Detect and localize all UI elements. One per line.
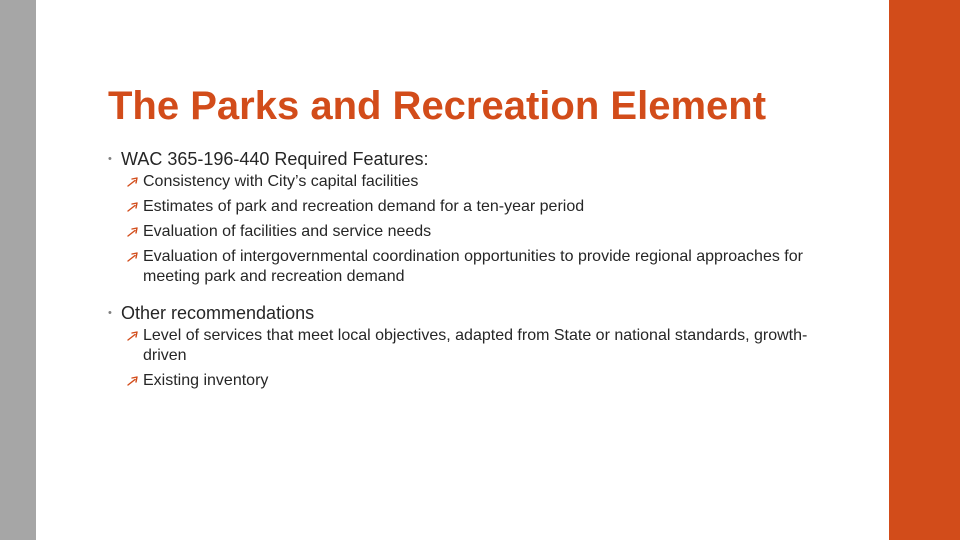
right-accent-bar — [889, 0, 960, 540]
sub-bullet-list — [108, 326, 808, 391]
bullet-dot-icon: • — [108, 153, 112, 165]
sub-bullet-item — [108, 172, 808, 192]
sub-bullet-item — [108, 222, 808, 242]
sub-bullet-text: Evaluation of intergovernmental coordination opportunities to provide regional approaches for meeting park and recreation demand — [143, 248, 803, 285]
sub-bullet-item — [108, 247, 808, 287]
stroked-arrow-icon — [126, 222, 142, 242]
sub-bullet-list — [108, 172, 808, 287]
left-accent-bar — [0, 0, 36, 540]
bullet-section-required-features — [108, 147, 808, 287]
sub-bullet-text: Evaluation of facilities and service needs — [143, 223, 432, 240]
bullet-dot-icon: • — [108, 307, 112, 319]
sub-bullet-text: Estimates of park and recreation demand for a ten-year period — [143, 198, 585, 215]
sub-bullet-text: Consistency with City’s capital facilities — [143, 173, 419, 190]
sub-bullet-text: Existing inventory — [143, 372, 269, 389]
stroked-arrow-icon — [126, 197, 142, 217]
slide-body — [108, 147, 808, 391]
sub-bullet-item — [108, 326, 808, 366]
slide-title: The Parks and Recreation Element — [108, 84, 767, 128]
sub-bullet-text: Level of services that meet local objectives, adapted from State or national standards, growth-driven — [143, 327, 808, 364]
sub-bullet-item — [108, 371, 808, 391]
bullet-item — [108, 147, 808, 171]
stroked-arrow-icon — [126, 326, 142, 346]
sub-bullet-item — [108, 197, 808, 217]
bullet-text: WAC 365-196-440 Required Features: — [121, 149, 429, 169]
stroked-arrow-icon — [126, 371, 142, 391]
bullet-section-other-recommendations — [108, 301, 808, 391]
bullet-item — [108, 301, 808, 325]
stroked-arrow-icon — [126, 172, 142, 192]
stroked-arrow-icon — [126, 247, 142, 267]
bullet-text: Other recommendations — [121, 303, 315, 323]
